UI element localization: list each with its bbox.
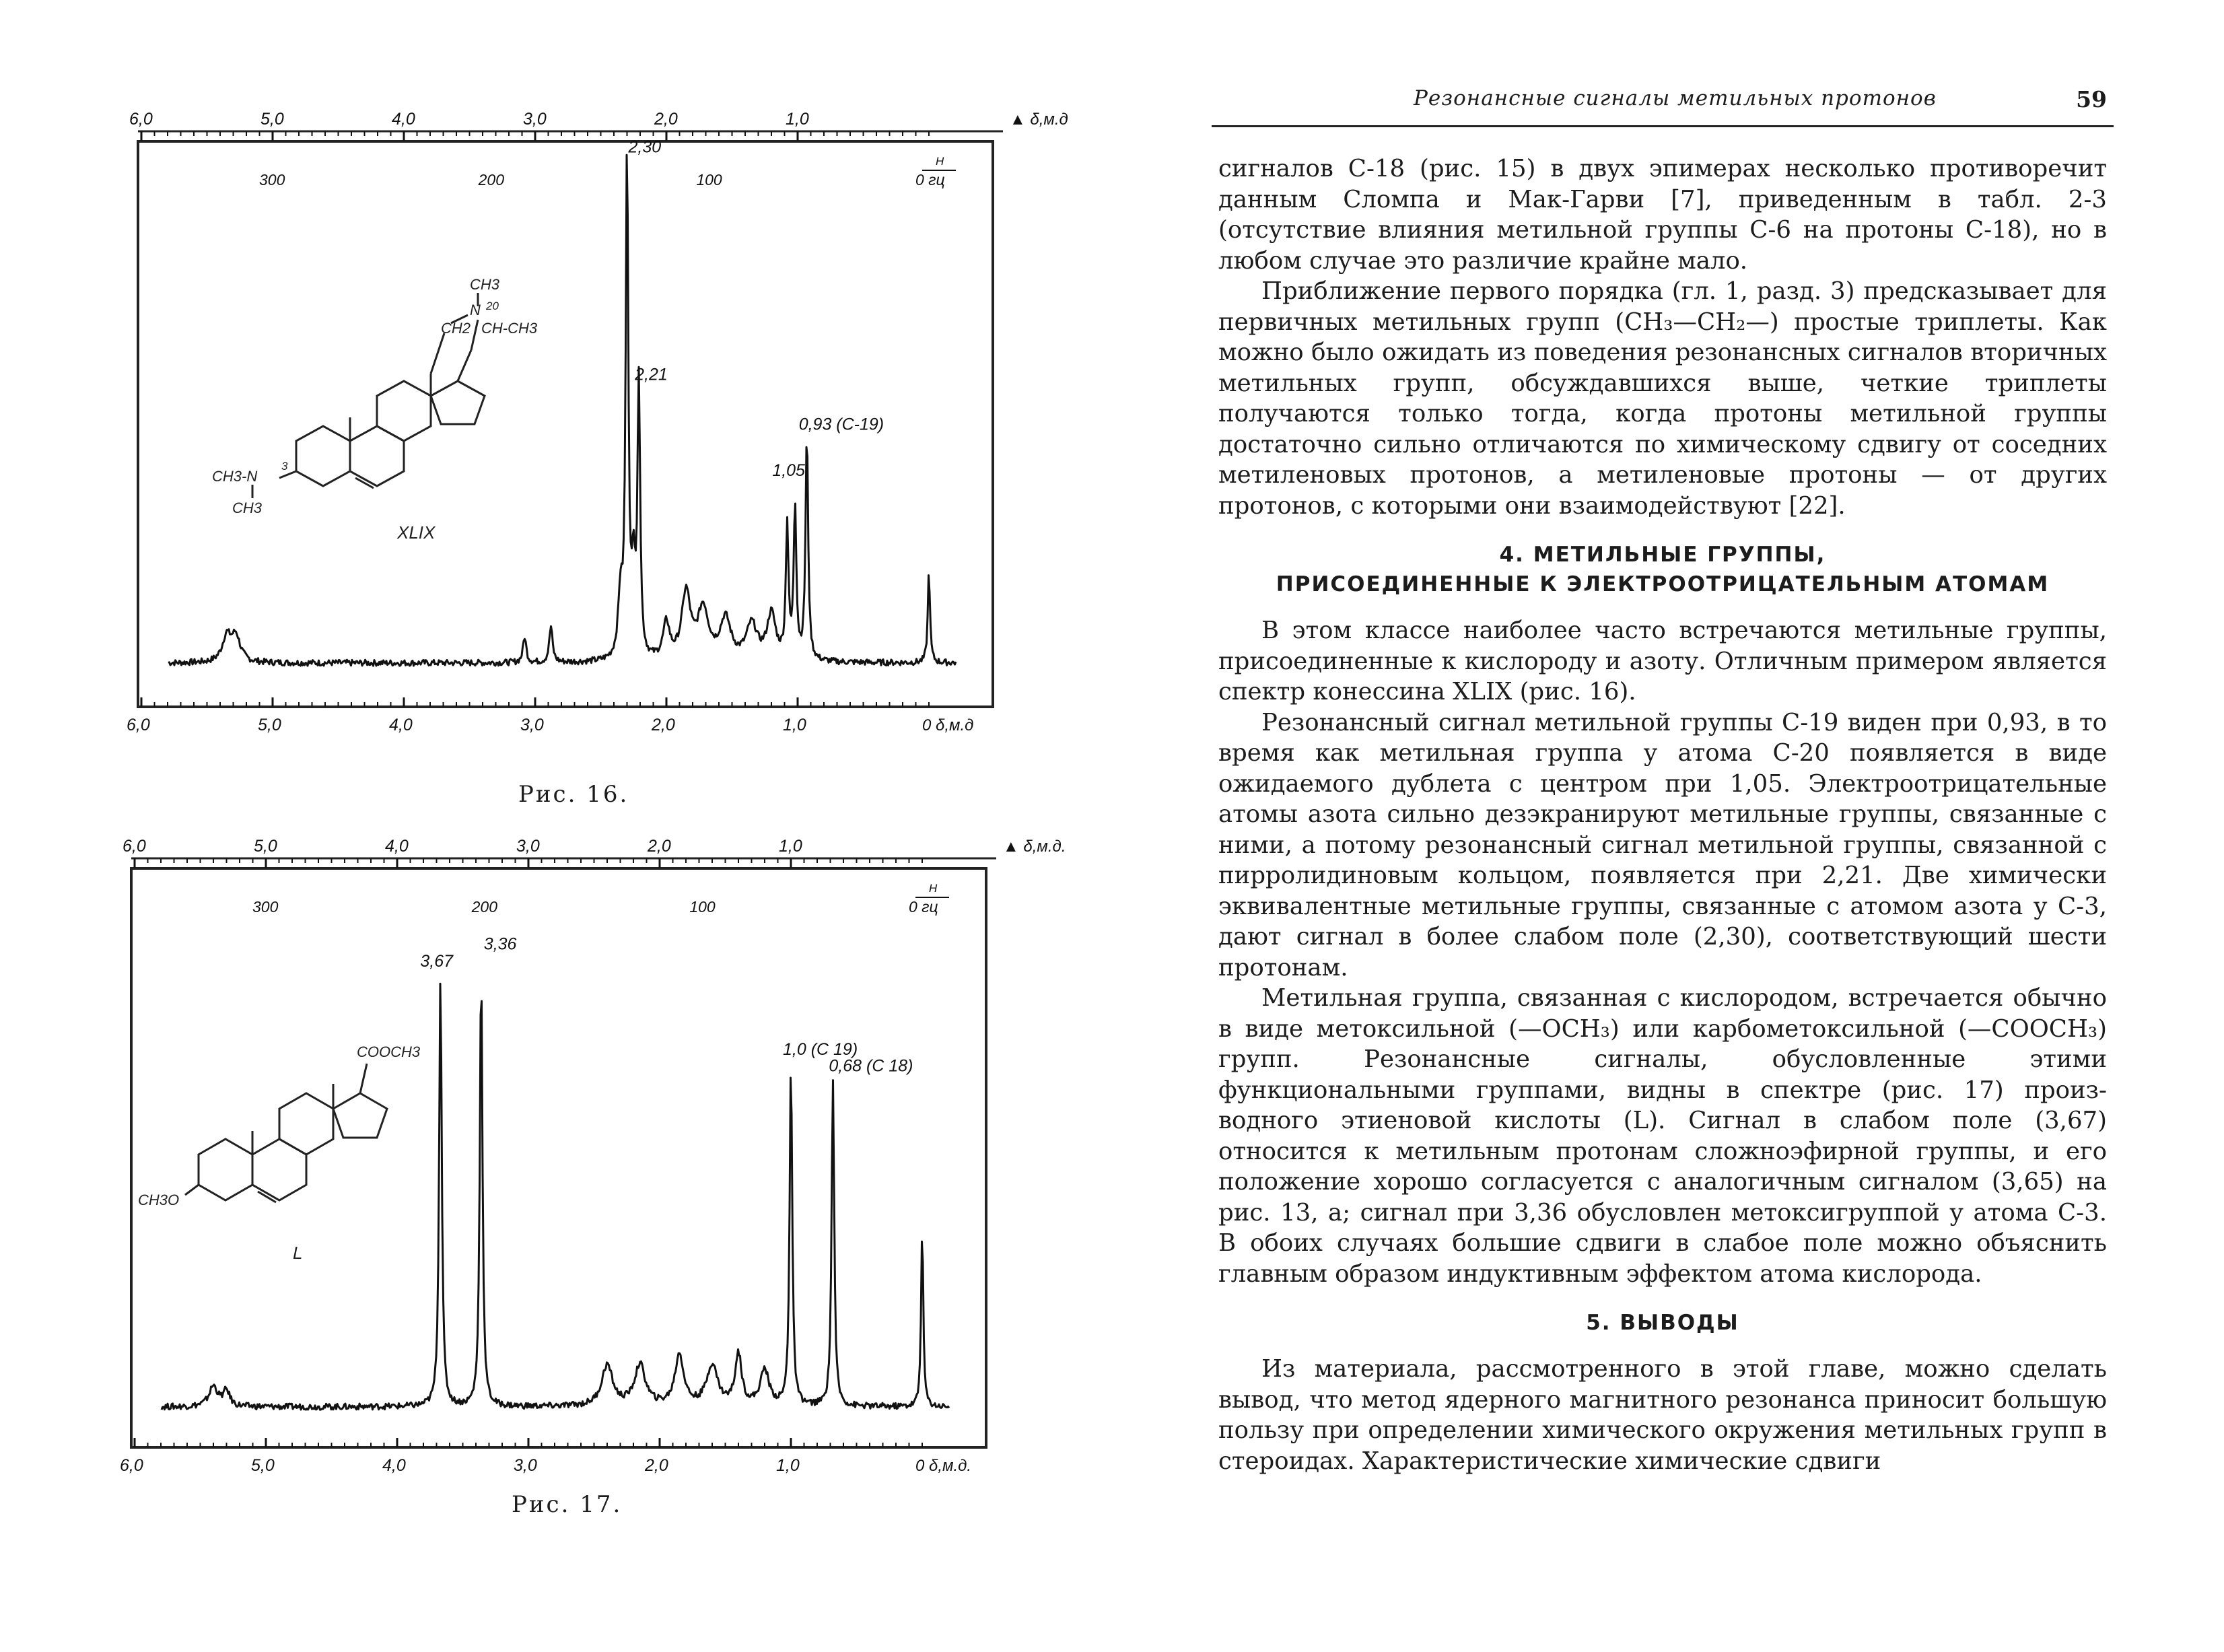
hz-arrow-label: H [936,155,944,168]
peak-label-3-36: 3,36 [483,934,517,954]
hz-tick-label: 100 [696,171,722,188]
x-tick-label-top: 4,0 [392,110,415,129]
x-tick-label-bottom: 2,0 [652,716,675,734]
x-tick-label-bottom: 2,0 [645,1456,668,1475]
compound-label-xlix: XLIX [397,522,436,543]
peak-label-3-67: 3,67 [420,952,454,971]
x-tick-label-top: 2,0 [654,110,678,129]
x-tick-label-bottom: 5,0 [258,716,281,734]
peak-label-0-93: 0,93 (C-19) [798,415,884,434]
x-tick-label-top: 6,0 [123,837,146,856]
paragraph: Метильная группа, связанная с кислородом, встречается обычно в виде метоксильной (—OCH₃) или карбометоксильной (—COOCH₃) групп. Резонансные сигналы, обусловленные этими функциональными группами, видны в спектре (рис. 17) производного этиеновой кислоты (L). Сигнал в слабом поле (3,67) относится к метильным протонам сложноэфирной группы, и его положение хорошо согласуется с аналогичным сигналом (3,65) на рис. 13, а; сигнал при 3,36 обусловлен метоксигруппой у атома C-3. В обоих случаях большие сдвиги в слабое поле можно объяснить главным образом индуктивным эффектом атома кислорода. [1218,984,2107,1288]
main-text [1218,153,2107,1476]
mol-label-n: N [470,302,481,318]
paragraph: В этом классе наиболее часто встречаются метильные группы, присоединенные к кислороду и азоту. Отличным примером является спектр конессина XLIX (рис. 16). [1218,617,2107,705]
mol-label-20: 20 [486,300,499,312]
peak-label-0-68: 0,68 (C 18) [829,1056,913,1076]
molecule-l-structure [185,1064,387,1202]
spectrum-frame [131,858,996,1447]
x-axis-label-top: ▲ δ,м.д [1010,110,1068,129]
mol-label-ch3-top: CH3 [470,276,500,293]
x-tick-label-bottom: 4,0 [382,1456,406,1475]
mol-label-ch3-bottom: CH3 [232,500,263,516]
hz-tick-label: 200 [471,898,498,916]
x-tick-label-bottom: 4,0 [389,716,413,734]
mol-label-ch3o: CH3O [138,1192,180,1208]
paragraph: Из материала, рассмотренного в этой главе, можно сделать вывод, что метод ядерного магнитного резонанса приносит большую пользу при определении химического окружения метильных групп в стероидах. Характеристические химические сдвиги [1218,1355,2107,1475]
figure-16-caption: Рис. 16. [518,781,629,808]
molecule-xlix-labels [212,276,538,543]
x-tick-label-bottom: 5,0 [251,1456,275,1475]
running-title: Резонансные сигналы метильных протонов [1414,86,1937,110]
x-tick-label-bottom: 1,0 [783,716,806,734]
hz-arrow-label: H [929,882,938,895]
hz-tick-label: 0 гц [909,898,938,916]
paragraph: сигналов C-18 (рис. 15) в двух эпимерах несколько противоречит данным Сломпа и Мак-Гарви [7], приведенным в табл. 2-3 (отсутствие влияния метильной группы C-6 на протоны C-18), но в любом случае это различие крайне мало. [1218,155,2107,275]
x-tick-label-bottom: 6,0 [127,716,150,734]
molecule-l-labels [138,1043,421,1263]
page-number: 59 [2076,86,2107,112]
hz-tick-label: 0 гц [915,171,945,188]
nmr-spectrum-fig16 [101,101,1068,734]
x-tick-label-bottom: 1,0 [776,1456,800,1475]
x-tick-label-top: 2,0 [648,837,671,856]
section-heading-4 [1218,540,2107,599]
compound-label-l: L [293,1243,303,1263]
x-axis-label-top: ▲ δ,м.д. [1003,837,1066,856]
section-heading-line: ПРИСОЕДИНЕННЫЕ К ЭЛЕКТРООТРИЦАТЕЛЬНЫМ АТОМАМ [1276,572,2050,596]
hz-tick-label: 100 [689,898,716,916]
x-tick-label-top: 1,0 [786,110,809,129]
x-tick-label-top: 6,0 [129,110,153,129]
x-tick-label-top: 3,0 [516,837,540,856]
x-tick-label-bottom: 3,0 [514,1456,537,1475]
x-axis-label-bottom: 0 δ,м.д [922,716,974,734]
peak-label-2-30: 2,30 [628,137,662,157]
x-axis-label-bottom: 0 δ,м.д. [915,1457,972,1475]
peak-label-1-05: 1,05 [772,461,805,480]
mol-label-ch3-n: CH3-N [212,468,258,485]
x-tick-label-top: 5,0 [260,110,284,129]
mol-label-3: 3 [281,460,288,473]
section-heading-line: 4. МЕТИЛЬНЫЕ ГРУППЫ, [1499,543,1826,567]
mol-label-ch-ch3: CH-CH3 [481,320,538,337]
x-tick-label-bottom: 6,0 [120,1456,143,1475]
peak-label-1-0: 1,0 (C 19) [783,1039,858,1059]
hz-tick-label: 300 [259,171,285,188]
mol-label-cooch3: COOCH3 [357,1043,421,1060]
paragraph: Приближение первого порядка (гл. 1, разд. 3) предсказывает для первичных метильных групп (CH₃—CH₂—) простые триплеты. Как можно было ожидать из поведения резонансных сигналов вторичных метильных групп, обсуждавшихся выше, четкие триплеты получаются только тогда, когда протоны метильной группы достаточно сильно отличаются по химическому сдвигу от соседних метиленовых протонов, а метиленовые протоны — от других протонов, с которыми они взаимодействуют [22]. [1218,277,2107,520]
x-tick-label-top: 5,0 [254,837,277,856]
running-header [1212,86,2114,127]
section-heading-5: 5. ВЫВОДЫ [1586,1311,1739,1335]
hz-tick-label: 300 [252,898,279,916]
x-tick-label-top: 1,0 [779,837,802,856]
nmr-spectrum-fig17 [101,828,1066,1475]
mol-label-ch2: CH2 [441,320,471,337]
paragraph: Резонансный сигнал метильной группы C-19 виден при 0,93, в то время как метильная группа у атома C-20 появляется в виде ожидаемого дублета с центром при 1,05. Электроотрицательные атомы азота сильно дезэкранируют метильные группы, связанные с ними, а потому резонансный сигнал метильной группы, связанной с пирролидиновым кольцом, появляется при 2,21. Две химически эквивалентные метильные группы, связанные с атомом азота у C-3, дают сигнал в более слабом поле (2,30), соответствующий шести протонам. [1218,708,2107,982]
x-tick-label-top: 3,0 [523,110,547,129]
peak-label-2-21: 2,21 [635,365,668,384]
x-tick-label-top: 4,0 [385,837,409,856]
figure-17-caption: Рис. 17. [512,1491,623,1518]
spectrum-trace [168,155,956,666]
x-tick-label-bottom: 3,0 [520,716,544,734]
hz-tick-label: 200 [478,171,505,188]
